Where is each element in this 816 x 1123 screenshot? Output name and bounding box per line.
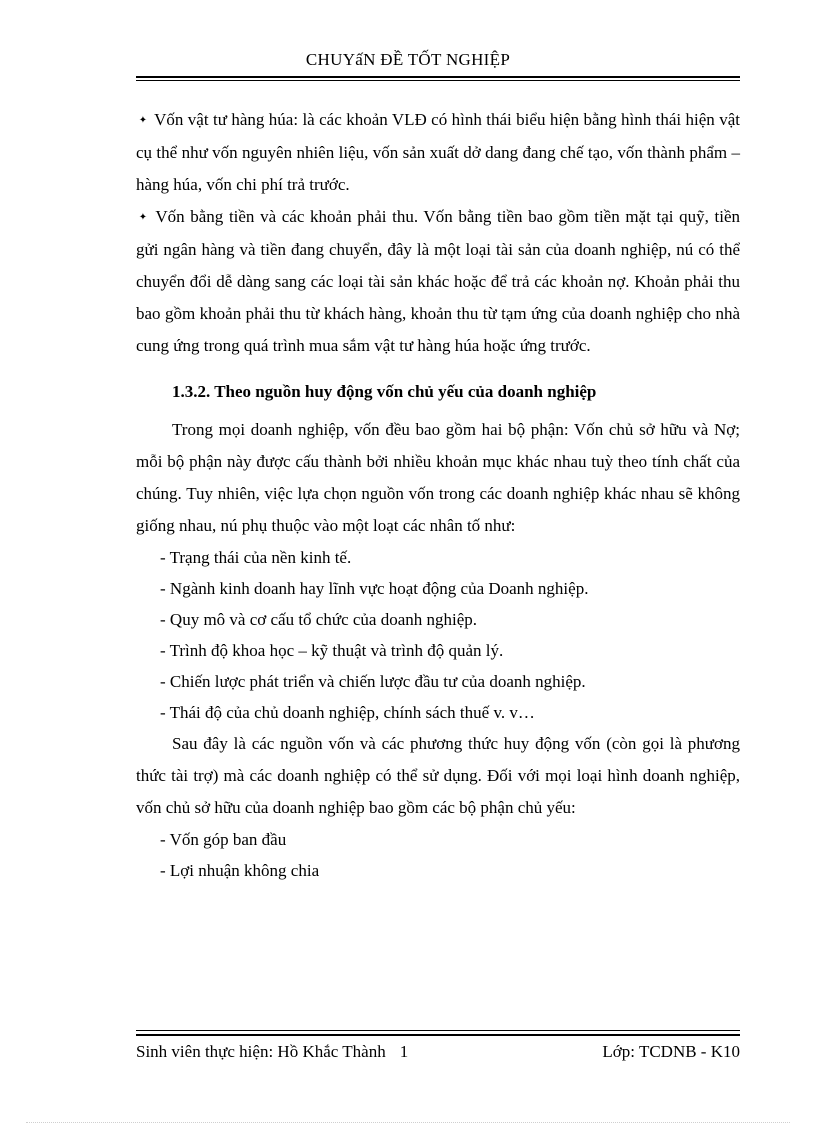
page-header-title: CHUYấN ĐỀ TỐT NGHIỆP — [305, 50, 511, 69]
header-rule-thin — [136, 80, 740, 81]
paragraph-funding-methods: Sau đây là các nguồn vốn và các phương thức huy động vốn (còn gọi là phương thức tài trợ) mà các doanh nghiệp có thể sử dụng. Đối với mọi loại hình doanh nghiệp, vốn chủ sở hữu của doanh nghiệp bao gồm các bộ phận chủ yếu: — [136, 734, 740, 818]
component-item: - Lợi nhuận không chia — [160, 861, 320, 881]
bullet-paragraph-material-capital — [136, 104, 740, 201]
factor-item: - Trình độ khoa học – kỹ thuật và trình độ quản lý. — [160, 641, 504, 661]
factor-item: - Chiến lược phát triển và chiến lược đầu tư của doanh nghiệp. — [160, 672, 586, 692]
section-heading: 1.3.2. Theo nguồn huy động vốn chủ yếu của doanh nghiệp — [172, 382, 597, 402]
bullet-text: Vốn vật tư hàng húa: là các khoản VLĐ có hình thái biểu hiện bằng hình thái hiện vật cụ thể như vốn nguyên nhiên liệu, vốn sản xuất dở dang đang chế tạo, vốn thành phẩm – hàng húa, vốn chi phí trả trước. — [136, 110, 740, 195]
factor-item: - Quy mô và cơ cấu tổ chức của doanh nghiệp. — [160, 610, 478, 630]
document-body — [136, 104, 740, 886]
bullet-paragraph-cash-receivables — [136, 201, 740, 362]
factor-item: - Trạng thái của nền kinh tế. — [160, 548, 352, 568]
page-number: 1 — [399, 1042, 409, 1061]
footer-student: Sinh viên thực hiện: Hồ Khắc Thành — [136, 1042, 386, 1061]
diamond-bullet-icon: ✦ — [138, 115, 148, 127]
page-footer — [136, 1042, 740, 1062]
footer-rule-thick — [136, 1034, 740, 1036]
factor-item: - Thái độ của chủ doanh nghiệp, chính sách thuế v. v… — [160, 703, 535, 723]
factor-item: - Ngành kinh doanh hay lĩnh vực hoạt động của Doanh nghiệp. — [160, 579, 589, 599]
footer-class: Lớp: TCDNB - K10 — [602, 1042, 740, 1061]
header-rule-thick — [136, 76, 740, 78]
component-item: - Vốn góp ban đầu — [160, 830, 287, 850]
footer-rule-thin — [136, 1030, 740, 1031]
footer-student-block — [136, 1042, 408, 1062]
bullet-text: Vốn bằng tiền và các khoản phải thu. Vốn bằng tiền bao gồm tiền mặt tại quỹ, tiền gửi ngân hàng và tiền đang chuyển, đây là một loại tài sản của doanh nghiệp, nú có thể chuyển đổi dễ dàng sang các loại tài sản khác hoặc để trả các khoản nợ. Khoản phải thu bao gồm khoản phải thu từ khách hàng, khoản thu từ tạm ứng của doanh nghiệp cho nhà cung ứng trong quá trình mua sắm vật tư hàng húa hoặc ứng trước. — [136, 207, 740, 356]
diamond-bullet-icon: ✦ — [138, 212, 148, 224]
paragraph-capital-composition: Trong mọi doanh nghiệp, vốn đều bao gồm hai bộ phận: Vốn chủ sở hữu và Nợ; mỗi bộ phận này được cấu thành bởi nhiều khoản mục khác nhau tuỳ theo tính chất của chúng. Tuy nhiên, việc lựa chọn nguồn vốn trong các doanh nghiệp khác nhau sẽ không giống nhau, nú phụ thuộc vào một loạt các nhân tố như: — [136, 420, 740, 536]
